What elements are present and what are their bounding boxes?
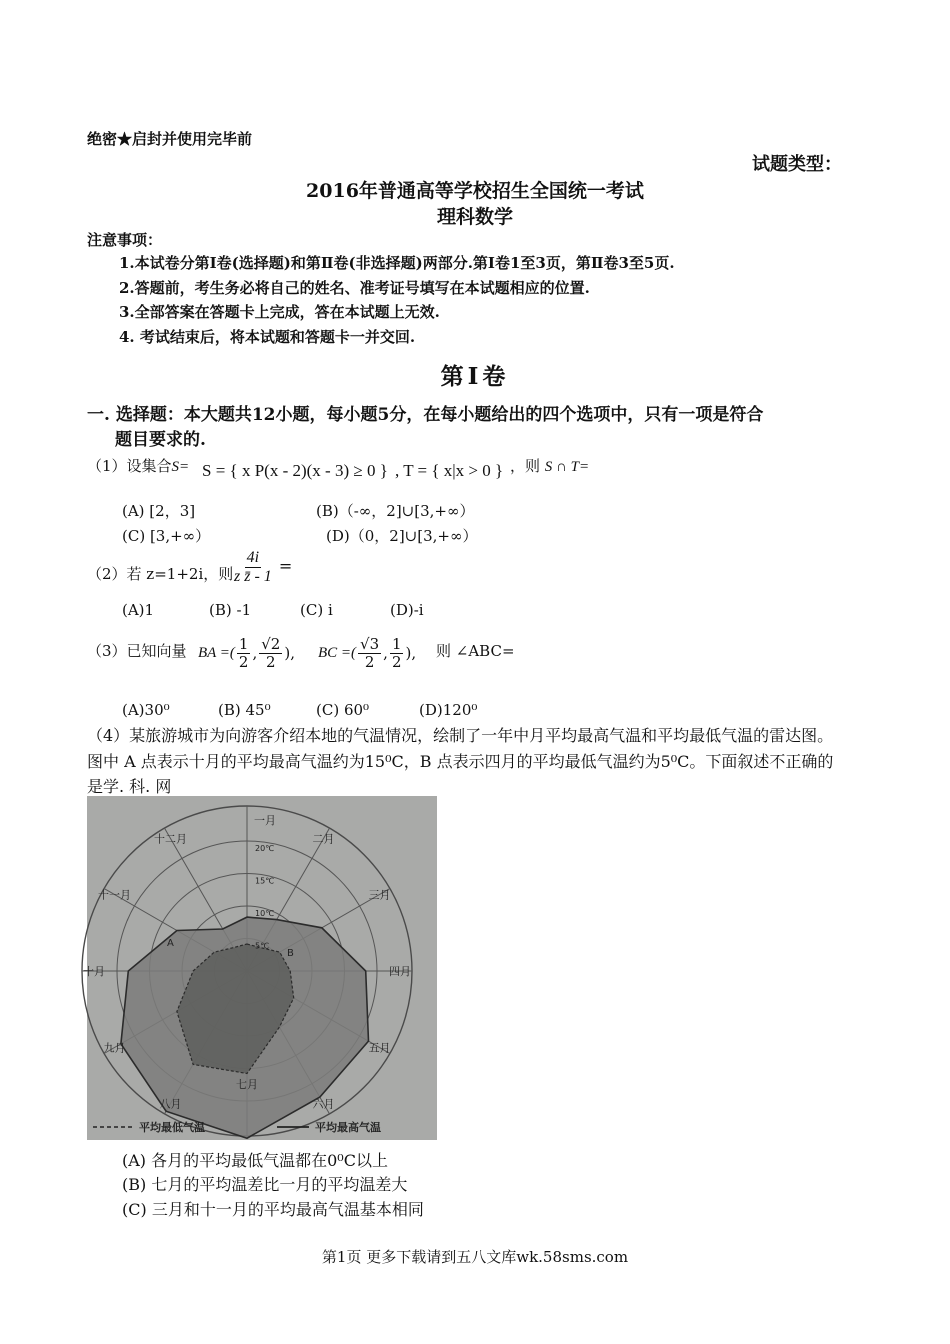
point-b-label: B bbox=[287, 948, 294, 959]
q2-option-c: (C) i bbox=[300, 601, 333, 619]
q4-line-1: （4）某旅游城市为向游客介绍本地的气温情况，绘制了一年中月平均最高气温和平均最低气温的雷达图。 bbox=[87, 726, 834, 745]
q2-stem: （2）若 z=1+2i，则 bbox=[87, 565, 234, 583]
q3-vector-bc: BC =( $\frac{√3}{2}$ , $\frac{1}{2}$ ), bbox=[318, 635, 417, 671]
month-label-jul: 七月 bbox=[236, 1078, 258, 1091]
q4-option-a: (A) 各月的平均最低气温都在0⁰C以上 bbox=[122, 1151, 388, 1170]
q1-s-label: S= bbox=[171, 459, 190, 475]
exam-subtitle: 理科数学 bbox=[436, 206, 513, 228]
radar-chart-figure bbox=[83, 796, 437, 1140]
legend-low-label: 平均最低气温 bbox=[139, 1121, 205, 1134]
month-label-dec: 十二月 bbox=[154, 832, 187, 846]
month-label-feb: 二月 bbox=[312, 832, 335, 846]
ring-label-1: 5℃ bbox=[255, 941, 270, 951]
month-label-aug: 八月 bbox=[159, 1097, 182, 1111]
ring-label-2: 10℃ bbox=[255, 909, 275, 918]
q3-stem: （3）已知向量 bbox=[87, 642, 187, 660]
question-1-stem bbox=[87, 455, 189, 476]
q1-then bbox=[510, 455, 589, 476]
month-label-oct: 十月 bbox=[83, 965, 105, 978]
q2-denominator: z z̄ - 1 bbox=[234, 567, 272, 585]
notice-item-3: 3.全部答案在答题卡上完成，答在本试题上无效. bbox=[119, 303, 440, 321]
volume-title: 第Ⅰ卷 bbox=[440, 363, 510, 390]
q1-option-a: (A) [2，3] bbox=[122, 502, 196, 520]
q4-option-b: (B) 七月的平均温差比一月的平均温差大 bbox=[122, 1175, 408, 1194]
section-heading-line2: 题目要求的. bbox=[115, 430, 206, 450]
q4-line-3: 是学. 科. 网 bbox=[87, 777, 172, 796]
q3-ba-label: BA =( bbox=[198, 644, 235, 661]
ring-label-4: 20℃ bbox=[255, 844, 275, 853]
q2-fraction bbox=[232, 549, 292, 585]
q3-bc-label: BC =( bbox=[318, 644, 357, 661]
q2-option-a: (A)1 bbox=[122, 601, 155, 619]
q2-equals: = bbox=[278, 556, 293, 576]
q2-numerator: 4i bbox=[246, 549, 260, 566]
point-a-label: A bbox=[167, 938, 174, 949]
q1-option-c: (C) [3,+∞） bbox=[122, 527, 211, 545]
q3-frac-c-num: √3 bbox=[360, 635, 380, 653]
secret-label: 绝密★启封并使用完毕前 bbox=[87, 130, 253, 148]
q3-frac-a-num: 1 bbox=[238, 635, 249, 653]
q3-option-d: (D)120⁰ bbox=[419, 701, 478, 719]
q3-option-a: (A)30⁰ bbox=[122, 701, 170, 719]
month-label-nov: 十一月 bbox=[97, 888, 131, 902]
notice-heading: 注意事项： bbox=[87, 231, 163, 249]
exam-title: 2016年普通高等学校招生全国统一考试 bbox=[306, 180, 644, 202]
month-label-apr: 四月 bbox=[389, 965, 411, 978]
section-heading-line1: 一. 选择题：本大题共12小题，每小题5分，在每小题给出的四个选项中，只有一项是符合 bbox=[87, 405, 764, 425]
legend-high-label: 平均最高气温 bbox=[315, 1121, 381, 1134]
q1-intersection: S ∩ T= bbox=[544, 459, 590, 475]
q2-option-d: (D)-i bbox=[390, 601, 424, 619]
q4-option-c: (C) 三月和十一月的平均最高气温基本相同 bbox=[122, 1200, 424, 1219]
q3-frac-d-num: 1 bbox=[391, 635, 402, 653]
month-label-jun: 六月 bbox=[312, 1097, 335, 1111]
q3-frac-a-den: 2 bbox=[238, 652, 249, 671]
month-label-jan: 一月 bbox=[254, 814, 276, 827]
notice-item-2: 2.答题前，考生务必将自己的姓名、准考证号填写在本试题相应的位置. bbox=[119, 279, 590, 297]
q1-stem-text: （1）设集合 bbox=[87, 457, 172, 475]
q1-set-s: S = { x P(x - 2)(x - 3) ≥ 0 } bbox=[202, 461, 388, 480]
q1-then-text: ，则 bbox=[510, 457, 541, 475]
page-footer: 第1页 更多下载请到五八文库wk.58sms.com bbox=[321, 1248, 629, 1266]
q3-frac-b-den: 2 bbox=[266, 652, 276, 671]
ring-label-3: 15℃ bbox=[255, 876, 275, 886]
month-label-mar: 三月 bbox=[368, 888, 391, 902]
q3-then: 则 ∠ABC= bbox=[436, 642, 515, 660]
question-type-label: 试题类型： bbox=[752, 154, 842, 175]
q1-set-t: , T = { x|x > 0 } bbox=[395, 461, 504, 480]
month-label-may: 五月 bbox=[368, 1041, 391, 1055]
radar-chart-svg bbox=[83, 796, 437, 1140]
q3-option-c: (C) 60⁰ bbox=[316, 701, 370, 719]
notice-item-4: 4. 考试结束后，将本试题和答题卡一并交回. bbox=[119, 328, 416, 346]
month-label-sep: 九月 bbox=[103, 1041, 126, 1055]
notice-item-1: 1.本试卷分第Ⅰ卷(选择题)和第Ⅱ卷(非选择题)两部分.第Ⅰ卷1至3页，第Ⅱ卷3至5页. bbox=[119, 254, 675, 272]
q3-frac-d-den: 2 bbox=[391, 652, 402, 671]
q3-option-b: (B) 45⁰ bbox=[218, 701, 271, 719]
q1-option-b: (B)（-∞，2]∪[3,+∞） bbox=[316, 502, 475, 520]
q3-vector-ba: BA =( $\frac{1}{2}$ , $\frac{√2}{2}$ ), bbox=[198, 635, 295, 671]
q3-frac-c-den: 2 bbox=[364, 652, 375, 671]
q1-option-d: (D)（0，2]∪[3,+∞） bbox=[326, 527, 478, 545]
q4-line-2: 图中 A 点表示十月的平均最高气温约为15⁰C，B 点表示四月的平均最低气温约为5⁰C。下面叙述不正确的 bbox=[87, 752, 834, 771]
q2-option-b: (B) -1 bbox=[209, 601, 252, 619]
q3-frac-b-num: √2 bbox=[261, 635, 281, 653]
